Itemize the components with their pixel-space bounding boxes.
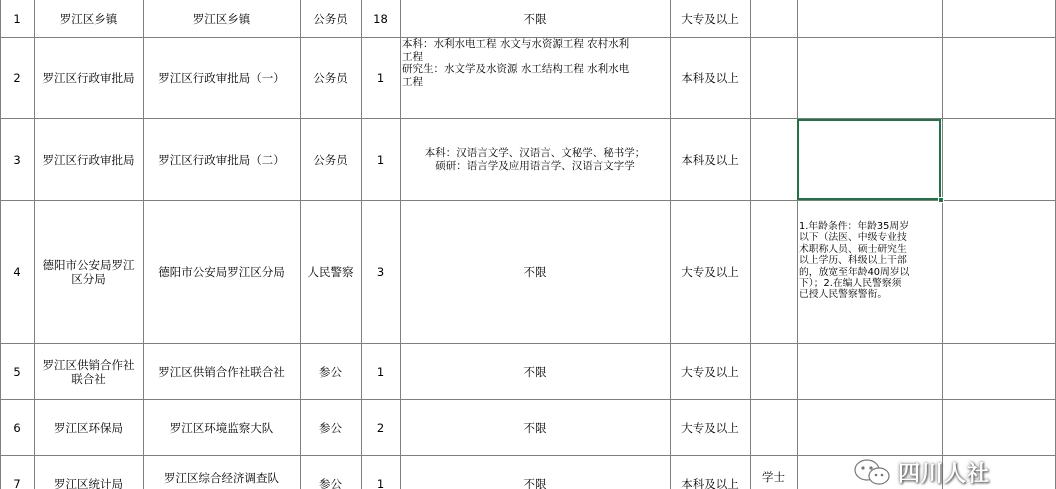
cell-no[interactable]: 5 [13, 364, 21, 379]
cell-edu[interactable]: 大专及以上 [681, 420, 739, 435]
cell-type[interactable]: 公务员 [313, 152, 348, 167]
cell-no[interactable]: 4 [13, 265, 21, 279]
unit-line: 德阳市公安局罗江 [42, 258, 135, 272]
cell-type[interactable]: 参公 [319, 364, 342, 379]
cell-unit[interactable]: 罗江区乡镇 [59, 11, 118, 26]
cell-major[interactable] [400, 119, 670, 200]
unit-line: 联合社 [71, 371, 106, 386]
cell-unit[interactable]: 罗江区环保局 [54, 420, 123, 435]
cell-dept[interactable]: 罗江区乡镇 [192, 11, 251, 26]
note-line: 的，放宽至年龄40周岁以 [799, 266, 910, 278]
cell-type[interactable]: 人民警察 [307, 265, 354, 279]
cell-note[interactable] [797, 201, 942, 343]
cell-unit[interactable] [34, 201, 143, 343]
cell-type[interactable]: 参公 [319, 477, 342, 489]
cell-count[interactable]: 3 [376, 265, 385, 279]
unit-line: 区分局 [71, 272, 106, 286]
cell-major[interactable]: 不限 [523, 420, 547, 435]
cell-major[interactable]: 不限 [523, 477, 547, 489]
note-line: 已授人民警察警衔。 [799, 289, 888, 301]
cell-no[interactable]: 6 [13, 420, 21, 435]
cell-count[interactable]: 1 [376, 71, 385, 85]
cell-edu[interactable]: 本科及以上 [681, 71, 739, 85]
cell-dept[interactable]: 罗江区行政审批局（二） [158, 152, 285, 167]
fill-handle[interactable] [938, 197, 944, 203]
cell-major[interactable]: 不限 [523, 11, 547, 26]
cell-unit[interactable]: 罗江区统计局 [54, 477, 123, 489]
cell-count[interactable]: 1 [376, 152, 385, 167]
cell-unit[interactable]: 罗江区行政审批局 [42, 71, 135, 85]
cell-unit[interactable] [34, 344, 143, 399]
major-line: 工程 [402, 75, 423, 88]
cell-degree[interactable]: 学士 [762, 470, 785, 484]
cell-major[interactable] [400, 38, 670, 118]
cell-count[interactable]: 1 [376, 364, 385, 379]
major-line: 本科：汉语言文学、汉语言、文秘学、秘书学； [424, 147, 646, 159]
cell-count[interactable]: 18 [373, 11, 388, 26]
note-line: 以上学历、科级以上干部 [799, 255, 907, 267]
cell-unit[interactable]: 罗江区行政审批局 [42, 152, 135, 167]
cell-no[interactable]: 1 [13, 11, 21, 26]
active-cell-selection[interactable] [797, 119, 941, 200]
cell-type[interactable]: 参公 [319, 420, 342, 435]
cell-dept[interactable]: 德阳市公安局罗江区分局 [158, 265, 285, 279]
cell-type[interactable]: 公务员 [313, 11, 348, 26]
cell-no[interactable]: 2 [13, 71, 21, 85]
unit-line: 罗江区供销合作社 [42, 357, 135, 372]
cell-count[interactable]: 1 [376, 477, 385, 489]
major-line: 研究生：水文学及水资源 水工结构工程 水利水电 [402, 63, 630, 75]
note-line: 1.年龄条件：年龄35周岁 [799, 221, 909, 232]
cell-edu[interactable]: 大专及以上 [681, 364, 739, 379]
major-line: 硕研：语言学及应用语言学、汉语言文字学 [435, 159, 635, 172]
cell-count[interactable]: 2 [376, 420, 385, 435]
major-line: 工程 [402, 50, 423, 63]
cell-major[interactable]: 不限 [523, 364, 547, 379]
note-line: 术职称人员、硕士研究生 [799, 243, 907, 255]
cell-dept[interactable]: 罗江区环境监察大队 [169, 420, 274, 435]
cell-dept[interactable]: 罗江区综合经济调查队 [164, 471, 279, 485]
watermark-text: 四川人社 [898, 461, 991, 487]
cell-dept[interactable]: 罗江区行政审批局（一） [158, 71, 285, 85]
cell-edu[interactable]: 本科及以上 [681, 152, 739, 167]
cell-major[interactable]: 不限 [523, 265, 547, 279]
note-line: 以下（法医、中级专业技 [799, 232, 907, 244]
cell-type[interactable]: 公务员 [313, 71, 348, 85]
watermark [852, 455, 990, 489]
note-line: 下）；2.在编人民警察须 [799, 278, 902, 290]
major-line: 本科：水利水电工程 水文与水资源工程 农村水利 [402, 38, 630, 50]
cell-edu[interactable]: 大专及以上 [681, 265, 739, 279]
cell-no[interactable]: 7 [13, 477, 21, 489]
wechat-icon [852, 457, 892, 487]
cell-edu[interactable]: 本科及以上 [681, 477, 739, 489]
cell-edu[interactable]: 大专及以上 [681, 11, 739, 26]
cell-dept[interactable]: 罗江区供销合作社联合社 [158, 364, 285, 379]
cell-no[interactable]: 3 [13, 152, 21, 167]
